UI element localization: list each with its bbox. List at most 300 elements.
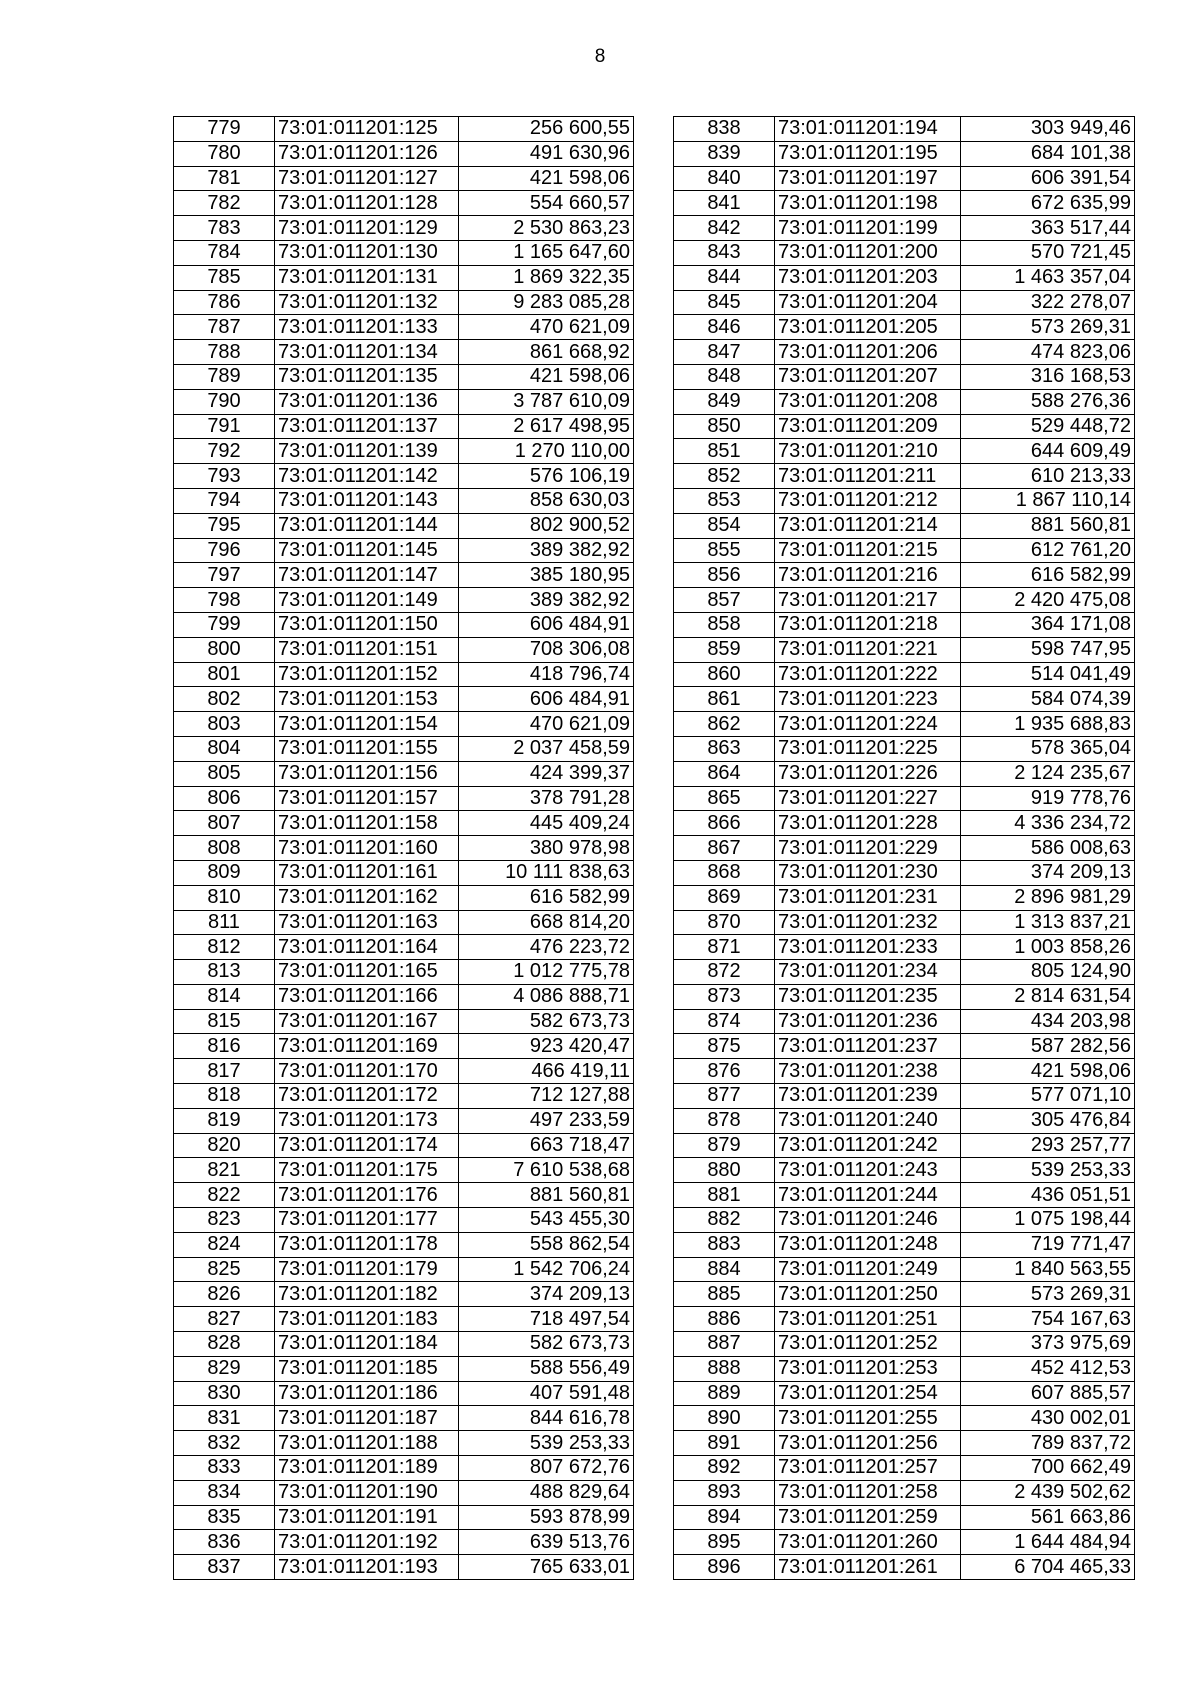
row-number-cell: 887 — [674, 1332, 775, 1357]
table-row — [674, 761, 1135, 786]
row-number-cell: 826 — [174, 1282, 275, 1307]
table-row — [674, 662, 1135, 687]
value-cell: 712 127,88 — [459, 1084, 634, 1109]
cadastral-number-cell: 73:01:011201:167 — [275, 1009, 459, 1034]
table-row — [174, 736, 634, 761]
value-cell: 445 409,24 — [459, 811, 634, 836]
table-row — [174, 1480, 634, 1505]
table-row — [674, 538, 1135, 563]
row-number-cell: 798 — [174, 588, 275, 613]
cadastral-number-cell: 73:01:011201:128 — [275, 191, 459, 216]
row-number-cell: 843 — [674, 240, 775, 265]
value-cell: 418 796,74 — [459, 662, 634, 687]
row-number-cell: 818 — [174, 1084, 275, 1109]
value-cell: 1 869 322,35 — [459, 265, 634, 290]
row-number-cell: 871 — [674, 935, 775, 960]
row-number-cell: 882 — [674, 1208, 775, 1233]
cadastral-number-cell: 73:01:011201:188 — [275, 1431, 459, 1456]
table-row — [174, 761, 634, 786]
cadastral-number-cell: 73:01:011201:208 — [775, 389, 961, 414]
cadastral-number-cell: 73:01:011201:194 — [775, 117, 961, 142]
value-cell: 529 448,72 — [961, 414, 1135, 439]
row-number-cell: 892 — [674, 1456, 775, 1481]
cadastral-number-cell: 73:01:011201:150 — [275, 612, 459, 637]
cadastral-number-cell: 73:01:011201:176 — [275, 1183, 459, 1208]
row-number-cell: 791 — [174, 414, 275, 439]
value-cell: 378 791,28 — [459, 786, 634, 811]
value-cell: 2 439 502,62 — [961, 1480, 1135, 1505]
cadastral-number-cell: 73:01:011201:164 — [275, 935, 459, 960]
value-cell: 421 598,06 — [459, 364, 634, 389]
cadastral-number-cell: 73:01:011201:231 — [775, 885, 961, 910]
table-row — [674, 1108, 1135, 1133]
cadastral-number-cell: 73:01:011201:218 — [775, 612, 961, 637]
table-row — [674, 1431, 1135, 1456]
value-cell: 421 598,06 — [961, 1059, 1135, 1084]
table-row — [674, 1208, 1135, 1233]
table-row — [674, 191, 1135, 216]
row-number-cell: 884 — [674, 1257, 775, 1282]
table-row — [174, 1431, 634, 1456]
row-number-cell: 861 — [674, 687, 775, 712]
row-number-cell: 842 — [674, 216, 775, 241]
value-cell: 561 663,86 — [961, 1505, 1135, 1530]
value-cell: 844 616,78 — [459, 1406, 634, 1431]
cadastral-number-cell: 73:01:011201:211 — [775, 464, 961, 489]
table-row — [674, 513, 1135, 538]
row-number-cell: 782 — [174, 191, 275, 216]
row-number-cell: 890 — [674, 1406, 775, 1431]
table-row — [174, 414, 634, 439]
value-cell: 754 167,63 — [961, 1307, 1135, 1332]
row-number-cell: 825 — [174, 1257, 275, 1282]
cadastral-number-cell: 73:01:011201:193 — [275, 1555, 459, 1580]
value-cell: 474 823,06 — [961, 340, 1135, 365]
cadastral-number-cell: 73:01:011201:255 — [775, 1406, 961, 1431]
cadastral-number-cell: 73:01:011201:233 — [775, 935, 961, 960]
value-cell: 380 978,98 — [459, 836, 634, 861]
table-row — [174, 290, 634, 315]
value-cell: 407 591,48 — [459, 1381, 634, 1406]
value-cell: 1 935 688,83 — [961, 712, 1135, 737]
cadastral-number-cell: 73:01:011201:165 — [275, 960, 459, 985]
cadastral-number-cell: 73:01:011201:178 — [275, 1232, 459, 1257]
cadastral-number-cell: 73:01:011201:143 — [275, 488, 459, 513]
value-cell: 606 484,91 — [459, 687, 634, 712]
value-cell: 639 513,76 — [459, 1530, 634, 1555]
table-row — [674, 811, 1135, 836]
row-number-cell: 786 — [174, 290, 275, 315]
value-cell: 1 644 484,94 — [961, 1530, 1135, 1555]
cadastral-number-cell: 73:01:011201:254 — [775, 1381, 961, 1406]
cadastral-number-cell: 73:01:011201:217 — [775, 588, 961, 613]
table-row — [174, 364, 634, 389]
cadastral-number-cell: 73:01:011201:184 — [275, 1332, 459, 1357]
table-row — [674, 1332, 1135, 1357]
row-number-cell: 889 — [674, 1381, 775, 1406]
value-cell: 256 600,55 — [459, 117, 634, 142]
cadastral-number-cell: 73:01:011201:151 — [275, 637, 459, 662]
cadastral-number-cell: 73:01:011201:199 — [775, 216, 961, 241]
table-row — [674, 1282, 1135, 1307]
table-row — [674, 216, 1135, 241]
cadastral-number-cell: 73:01:011201:147 — [275, 563, 459, 588]
value-cell: 466 419,11 — [459, 1059, 634, 1084]
table-row — [674, 1158, 1135, 1183]
value-cell: 919 778,76 — [961, 786, 1135, 811]
table-row — [674, 563, 1135, 588]
table-row — [174, 1108, 634, 1133]
value-cell: 573 269,31 — [961, 1282, 1135, 1307]
row-number-cell: 848 — [674, 364, 775, 389]
value-cell: 6 704 465,33 — [961, 1555, 1135, 1580]
row-number-cell: 785 — [174, 265, 275, 290]
cadastral-number-cell: 73:01:011201:197 — [775, 166, 961, 191]
row-number-cell: 895 — [674, 1530, 775, 1555]
row-number-cell: 804 — [174, 736, 275, 761]
cadastral-number-cell: 73:01:011201:216 — [775, 563, 961, 588]
row-number-cell: 881 — [674, 1183, 775, 1208]
cadastral-number-cell: 73:01:011201:189 — [275, 1456, 459, 1481]
cadastral-number-cell: 73:01:011201:210 — [775, 439, 961, 464]
table-row — [174, 588, 634, 613]
cadastral-number-cell: 73:01:011201:229 — [775, 836, 961, 861]
cadastral-number-cell: 73:01:011201:162 — [275, 885, 459, 910]
table-row — [674, 885, 1135, 910]
value-cell: 497 233,59 — [459, 1108, 634, 1133]
cadastral-number-cell: 73:01:011201:125 — [275, 117, 459, 142]
row-number-cell: 867 — [674, 836, 775, 861]
table-row — [674, 439, 1135, 464]
row-number-cell: 874 — [674, 1009, 775, 1034]
row-number-cell: 879 — [674, 1133, 775, 1158]
value-cell: 452 412,53 — [961, 1356, 1135, 1381]
table-row — [674, 1307, 1135, 1332]
row-number-cell: 811 — [174, 910, 275, 935]
table-row — [174, 885, 634, 910]
cadastral-number-cell: 73:01:011201:152 — [275, 662, 459, 687]
table-row — [174, 216, 634, 241]
table-row — [674, 1059, 1135, 1084]
value-cell: 373 975,69 — [961, 1332, 1135, 1357]
cadastral-number-cell: 73:01:011201:185 — [275, 1356, 459, 1381]
cadastral-number-cell: 73:01:011201:258 — [775, 1480, 961, 1505]
value-cell: 3 787 610,09 — [459, 389, 634, 414]
row-number-cell: 886 — [674, 1307, 775, 1332]
table-row — [174, 315, 634, 340]
row-number-cell: 807 — [174, 811, 275, 836]
row-number-cell: 820 — [174, 1133, 275, 1158]
row-number-cell: 783 — [174, 216, 275, 241]
value-cell: 570 721,45 — [961, 240, 1135, 265]
cadastral-number-cell: 73:01:011201:252 — [775, 1332, 961, 1357]
cadastral-number-cell: 73:01:011201:160 — [275, 836, 459, 861]
table-row — [674, 1034, 1135, 1059]
table-row — [674, 1381, 1135, 1406]
row-number-cell: 789 — [174, 364, 275, 389]
table-row — [174, 1307, 634, 1332]
cadastral-number-cell: 73:01:011201:224 — [775, 712, 961, 737]
cadastral-number-cell: 73:01:011201:209 — [775, 414, 961, 439]
cadastral-number-cell: 73:01:011201:157 — [275, 786, 459, 811]
cadastral-number-cell: 73:01:011201:203 — [775, 265, 961, 290]
table-row — [174, 860, 634, 885]
cadastral-number-cell: 73:01:011201:221 — [775, 637, 961, 662]
row-number-cell: 809 — [174, 860, 275, 885]
row-number-cell: 790 — [174, 389, 275, 414]
row-number-cell: 841 — [674, 191, 775, 216]
row-number-cell: 838 — [674, 117, 775, 142]
value-cell: 543 455,30 — [459, 1208, 634, 1233]
cadastral-number-cell: 73:01:011201:200 — [775, 240, 961, 265]
row-number-cell: 893 — [674, 1480, 775, 1505]
table-row — [174, 811, 634, 836]
value-cell: 1 003 858,26 — [961, 935, 1135, 960]
row-number-cell: 780 — [174, 141, 275, 166]
value-cell: 7 610 538,68 — [459, 1158, 634, 1183]
row-number-cell: 792 — [174, 439, 275, 464]
cadastral-number-cell: 73:01:011201:240 — [775, 1108, 961, 1133]
row-number-cell: 793 — [174, 464, 275, 489]
row-number-cell: 876 — [674, 1059, 775, 1084]
value-cell: 491 630,96 — [459, 141, 634, 166]
cadastral-number-cell: 73:01:011201:169 — [275, 1034, 459, 1059]
value-cell: 363 517,44 — [961, 216, 1135, 241]
cadastral-number-cell: 73:01:011201:228 — [775, 811, 961, 836]
value-cell: 4 086 888,71 — [459, 984, 634, 1009]
value-cell: 470 621,09 — [459, 315, 634, 340]
cadastral-number-cell: 73:01:011201:234 — [775, 960, 961, 985]
row-number-cell: 824 — [174, 1232, 275, 1257]
cadastral-number-cell: 73:01:011201:163 — [275, 910, 459, 935]
table-row — [174, 836, 634, 861]
row-number-cell: 833 — [174, 1456, 275, 1481]
value-cell: 607 885,57 — [961, 1381, 1135, 1406]
table-row — [174, 1356, 634, 1381]
cadastral-number-cell: 73:01:011201:158 — [275, 811, 459, 836]
cadastral-number-cell: 73:01:011201:253 — [775, 1356, 961, 1381]
cadastral-number-cell: 73:01:011201:133 — [275, 315, 459, 340]
table-row — [674, 265, 1135, 290]
row-number-cell: 837 — [174, 1555, 275, 1580]
value-cell: 4 336 234,72 — [961, 811, 1135, 836]
value-cell: 476 223,72 — [459, 935, 634, 960]
value-cell: 2 124 235,67 — [961, 761, 1135, 786]
cadastral-number-cell: 73:01:011201:232 — [775, 910, 961, 935]
row-number-cell: 802 — [174, 687, 275, 712]
row-number-cell: 839 — [674, 141, 775, 166]
value-cell: 470 621,09 — [459, 712, 634, 737]
cadastral-number-cell: 73:01:011201:239 — [775, 1084, 961, 1109]
row-number-cell: 873 — [674, 984, 775, 1009]
row-number-cell: 829 — [174, 1356, 275, 1381]
cadastral-number-cell: 73:01:011201:154 — [275, 712, 459, 737]
row-number-cell: 851 — [674, 439, 775, 464]
value-cell: 708 306,08 — [459, 637, 634, 662]
right-cadastral-table — [673, 116, 1135, 1580]
cadastral-number-cell: 73:01:011201:259 — [775, 1505, 961, 1530]
cadastral-number-cell: 73:01:011201:139 — [275, 439, 459, 464]
cadastral-number-cell: 73:01:011201:174 — [275, 1133, 459, 1158]
row-number-cell: 830 — [174, 1381, 275, 1406]
row-number-cell: 794 — [174, 488, 275, 513]
row-number-cell: 814 — [174, 984, 275, 1009]
value-cell: 2 617 498,95 — [459, 414, 634, 439]
value-cell: 606 391,54 — [961, 166, 1135, 191]
row-number-cell: 862 — [674, 712, 775, 737]
table-row — [674, 1084, 1135, 1109]
value-cell: 539 253,33 — [459, 1431, 634, 1456]
value-cell: 1 075 198,44 — [961, 1208, 1135, 1233]
value-cell: 719 771,47 — [961, 1232, 1135, 1257]
row-number-cell: 849 — [674, 389, 775, 414]
table-row — [174, 240, 634, 265]
cadastral-number-cell: 73:01:011201:145 — [275, 538, 459, 563]
table-row — [674, 910, 1135, 935]
value-cell: 805 124,90 — [961, 960, 1135, 985]
cadastral-number-cell: 73:01:011201:191 — [275, 1505, 459, 1530]
cadastral-number-cell: 73:01:011201:135 — [275, 364, 459, 389]
cadastral-number-cell: 73:01:011201:205 — [775, 315, 961, 340]
value-cell: 364 171,08 — [961, 612, 1135, 637]
table-row — [674, 712, 1135, 737]
value-cell: 663 718,47 — [459, 1133, 634, 1158]
value-cell: 578 365,04 — [961, 736, 1135, 761]
table-row — [674, 414, 1135, 439]
table-row — [174, 687, 634, 712]
value-cell: 424 399,37 — [459, 761, 634, 786]
cadastral-number-cell: 73:01:011201:183 — [275, 1307, 459, 1332]
value-cell: 861 668,92 — [459, 340, 634, 365]
cadastral-number-cell: 73:01:011201:237 — [775, 1034, 961, 1059]
value-cell: 436 051,51 — [961, 1183, 1135, 1208]
table-row — [674, 389, 1135, 414]
cadastral-number-cell: 73:01:011201:170 — [275, 1059, 459, 1084]
value-cell: 1 313 837,21 — [961, 910, 1135, 935]
table-row — [174, 191, 634, 216]
table-row — [674, 1232, 1135, 1257]
table-row — [174, 612, 634, 637]
row-number-cell: 815 — [174, 1009, 275, 1034]
left-cadastral-table — [173, 116, 634, 1580]
table-row — [174, 1084, 634, 1109]
row-number-cell: 872 — [674, 960, 775, 985]
value-cell: 765 633,01 — [459, 1555, 634, 1580]
table-row — [674, 1530, 1135, 1555]
row-number-cell: 860 — [674, 662, 775, 687]
row-number-cell: 854 — [674, 513, 775, 538]
cadastral-number-cell: 73:01:011201:137 — [275, 414, 459, 439]
table-row — [174, 1158, 634, 1183]
table-row — [674, 1480, 1135, 1505]
table-row — [174, 960, 634, 985]
cadastral-number-cell: 73:01:011201:243 — [775, 1158, 961, 1183]
cadastral-number-cell: 73:01:011201:161 — [275, 860, 459, 885]
row-number-cell: 894 — [674, 1505, 775, 1530]
cadastral-number-cell: 73:01:011201:251 — [775, 1307, 961, 1332]
row-number-cell: 810 — [174, 885, 275, 910]
cadastral-number-cell: 73:01:011201:242 — [775, 1133, 961, 1158]
table-row — [174, 1059, 634, 1084]
value-cell: 672 635,99 — [961, 191, 1135, 216]
table-row — [174, 935, 634, 960]
row-number-cell: 875 — [674, 1034, 775, 1059]
row-number-cell: 828 — [174, 1332, 275, 1357]
value-cell: 1 840 563,55 — [961, 1257, 1135, 1282]
row-number-cell: 803 — [174, 712, 275, 737]
row-number-cell: 850 — [674, 414, 775, 439]
cadastral-number-cell: 73:01:011201:127 — [275, 166, 459, 191]
value-cell: 789 837,72 — [961, 1431, 1135, 1456]
table-row — [174, 637, 634, 662]
value-cell: 586 008,63 — [961, 836, 1135, 861]
table-row — [674, 141, 1135, 166]
table-row — [174, 389, 634, 414]
row-number-cell: 808 — [174, 836, 275, 861]
table-row — [674, 960, 1135, 985]
row-number-cell: 852 — [674, 464, 775, 489]
table-row — [174, 117, 634, 142]
cadastral-number-cell: 73:01:011201:260 — [775, 1530, 961, 1555]
cadastral-number-cell: 73:01:011201:206 — [775, 340, 961, 365]
row-number-cell: 784 — [174, 240, 275, 265]
value-cell: 374 209,13 — [459, 1282, 634, 1307]
cadastral-number-cell: 73:01:011201:134 — [275, 340, 459, 365]
cadastral-number-cell: 73:01:011201:207 — [775, 364, 961, 389]
value-cell: 616 582,99 — [961, 563, 1135, 588]
value-cell: 881 560,81 — [961, 513, 1135, 538]
cadastral-number-cell: 73:01:011201:156 — [275, 761, 459, 786]
value-cell: 858 630,03 — [459, 488, 634, 513]
cadastral-number-cell: 73:01:011201:149 — [275, 588, 459, 613]
value-cell: 374 209,13 — [961, 860, 1135, 885]
value-cell: 421 598,06 — [459, 166, 634, 191]
cadastral-number-cell: 73:01:011201:177 — [275, 1208, 459, 1233]
table-row — [674, 588, 1135, 613]
value-cell: 1 165 647,60 — [459, 240, 634, 265]
cadastral-number-cell: 73:01:011201:172 — [275, 1084, 459, 1109]
value-cell: 588 276,36 — [961, 389, 1135, 414]
table-row — [674, 1183, 1135, 1208]
value-cell: 385 180,95 — [459, 563, 634, 588]
value-cell: 644 609,49 — [961, 439, 1135, 464]
table-row — [674, 1406, 1135, 1431]
row-number-cell: 847 — [674, 340, 775, 365]
row-number-cell: 796 — [174, 538, 275, 563]
row-number-cell: 795 — [174, 513, 275, 538]
cadastral-number-cell: 73:01:011201:182 — [275, 1282, 459, 1307]
value-cell: 582 673,73 — [459, 1009, 634, 1034]
value-cell: 539 253,33 — [961, 1158, 1135, 1183]
table-row — [674, 364, 1135, 389]
table-row — [174, 662, 634, 687]
value-cell: 434 203,98 — [961, 1009, 1135, 1034]
cadastral-number-cell: 73:01:011201:175 — [275, 1158, 459, 1183]
value-cell: 616 582,99 — [459, 885, 634, 910]
row-number-cell: 822 — [174, 1183, 275, 1208]
table-row — [674, 464, 1135, 489]
row-number-cell: 864 — [674, 761, 775, 786]
value-cell: 293 257,77 — [961, 1133, 1135, 1158]
cadastral-number-cell: 73:01:011201:248 — [775, 1232, 961, 1257]
cadastral-number-cell: 73:01:011201:126 — [275, 141, 459, 166]
table-row — [674, 1456, 1135, 1481]
table-row — [674, 1555, 1135, 1580]
value-cell: 2 420 475,08 — [961, 588, 1135, 613]
table-row — [174, 1555, 634, 1580]
cadastral-number-cell: 73:01:011201:198 — [775, 191, 961, 216]
row-number-cell: 836 — [174, 1530, 275, 1555]
